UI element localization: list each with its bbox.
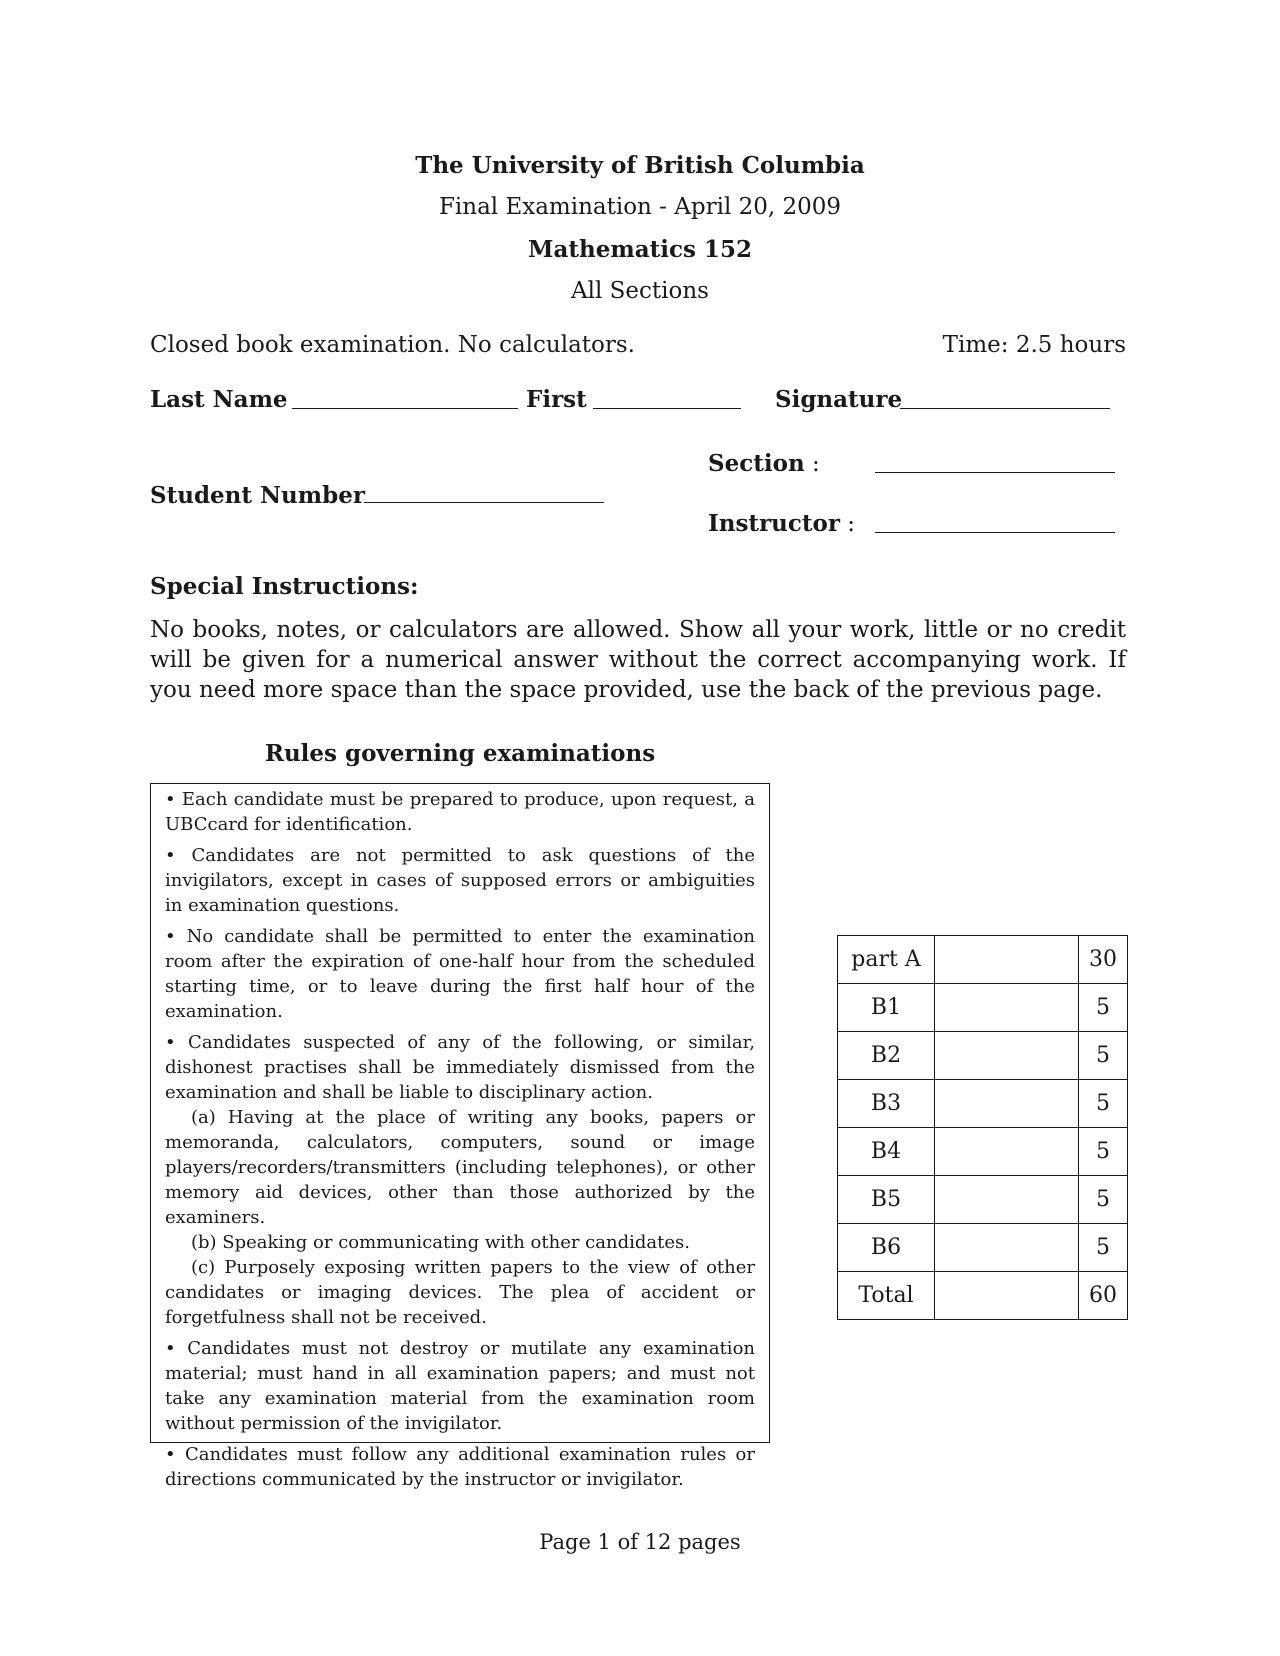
score-table	[837, 935, 1128, 1320]
rule-item: • Candidates suspected of any of the following, or similar, dishonest practises shall be immediately dismissed from the examination and shall be liable to disciplinary action.	[165, 1032, 755, 1103]
part-cell: B5	[838, 1176, 935, 1224]
score-cell[interactable]	[935, 1272, 1079, 1320]
max-cell: 30	[1079, 936, 1128, 984]
instructor-label-group	[708, 510, 855, 537]
signature-label: Signature	[775, 386, 903, 413]
page-number: Page 1 of 12 pages	[539, 1530, 741, 1554]
first-name-label: First	[526, 386, 587, 413]
rule-item: • Candidates are not permitted to ask questions of the invigilators, except in cases of supposed errors or ambiguities in examination questions.	[165, 845, 755, 916]
table-row	[838, 1032, 1128, 1080]
rule-subitem: (b) Speaking or communicating with other candidates.	[191, 1232, 690, 1253]
closed-book-note: Closed book examination. No calculators.	[150, 332, 635, 358]
max-cell: 5	[1079, 1080, 1128, 1128]
sections-label: All Sections	[571, 278, 709, 304]
part-cell: part A	[838, 936, 935, 984]
signature-field[interactable]	[900, 408, 1110, 409]
table-row	[838, 1176, 1128, 1224]
student-number-field[interactable]	[364, 502, 604, 503]
rule-item: • No candidate shall be permitted to enter the examination room after the expiration of one-half hour from the scheduled starting time, or to leave during the first half hour of the examination.	[165, 926, 755, 1022]
rule-subitem: (a) Having at the place of writing any books, papers or memoranda, calculators, computers, sound or image players/recorders/transmitters (including telephones), or other memory aid devices, other than those authorized by the examiners.	[165, 1107, 755, 1228]
score-cell[interactable]	[935, 1224, 1079, 1272]
table-row	[838, 984, 1128, 1032]
max-cell: 5	[1079, 1224, 1128, 1272]
score-cell[interactable]	[935, 936, 1079, 984]
table-row	[838, 1272, 1128, 1320]
special-instructions-body: No books, notes, or calculators are allowed. Show all your work, little or no credit will be given for a numerical answer without the correct accompanying work. If you need more space than the space provided, use the back of the previous page.	[150, 617, 1126, 703]
section-label-group	[708, 450, 820, 477]
score-cell[interactable]	[935, 1080, 1079, 1128]
last-name-field[interactable]	[292, 408, 518, 409]
instructor-field[interactable]	[875, 532, 1115, 533]
instructor-colon: :	[847, 511, 856, 537]
max-cell: 5	[1079, 984, 1128, 1032]
rule-item: • Each candidate must be prepared to produce, upon request, a UBCcard for identification.	[165, 789, 755, 835]
time-limit: Time: 2.5 hours	[942, 332, 1126, 358]
max-cell: 5	[1079, 1128, 1128, 1176]
rules-box	[150, 783, 770, 1490]
table-row	[838, 1080, 1128, 1128]
part-cell: B6	[838, 1224, 935, 1272]
table-row	[838, 936, 1128, 984]
course-title: Mathematics 152	[528, 236, 752, 263]
rule-item: • Candidates must not destroy or mutilate any examination material; must hand in all examination papers; and must not take any examination material from the examination room without permission of the invigilator.	[165, 1338, 755, 1434]
score-cell[interactable]	[935, 984, 1079, 1032]
section-field[interactable]	[875, 472, 1115, 473]
score-cell[interactable]	[935, 1128, 1079, 1176]
university-name: The University of British Columbia	[415, 152, 865, 179]
table-row	[838, 1224, 1128, 1272]
last-name-label: Last Name	[150, 386, 288, 413]
exam-title: Final Examination - April 20, 2009	[438, 194, 842, 220]
table-row	[838, 1128, 1128, 1176]
rule-subitem: (c) Purposely exposing written papers to the view of other candidates or imaging devices. The plea of accident or forgetfulness shall not be received.	[165, 1257, 755, 1328]
rule-item: • Candidates must follow any additional examination rules or directions communicated by the instructor or invigilator.	[165, 1444, 755, 1490]
first-name-field[interactable]	[593, 408, 741, 409]
special-instructions-heading: Special Instructions:	[150, 573, 419, 600]
max-cell: 60	[1079, 1272, 1128, 1320]
section-label: Section	[708, 450, 805, 477]
part-cell: B3	[838, 1080, 935, 1128]
score-cell[interactable]	[935, 1032, 1079, 1080]
student-number-label: Student Number	[150, 482, 365, 509]
part-cell: B1	[838, 984, 935, 1032]
instructor-label: Instructor	[708, 510, 840, 537]
part-cell: B4	[838, 1128, 935, 1176]
score-cell[interactable]	[935, 1176, 1079, 1224]
part-cell: B2	[838, 1032, 935, 1080]
max-cell: 5	[1079, 1176, 1128, 1224]
rules-heading: Rules governing examinations	[264, 740, 656, 767]
section-colon: :	[811, 451, 820, 477]
max-cell: 5	[1079, 1032, 1128, 1080]
part-cell: Total	[838, 1272, 935, 1320]
